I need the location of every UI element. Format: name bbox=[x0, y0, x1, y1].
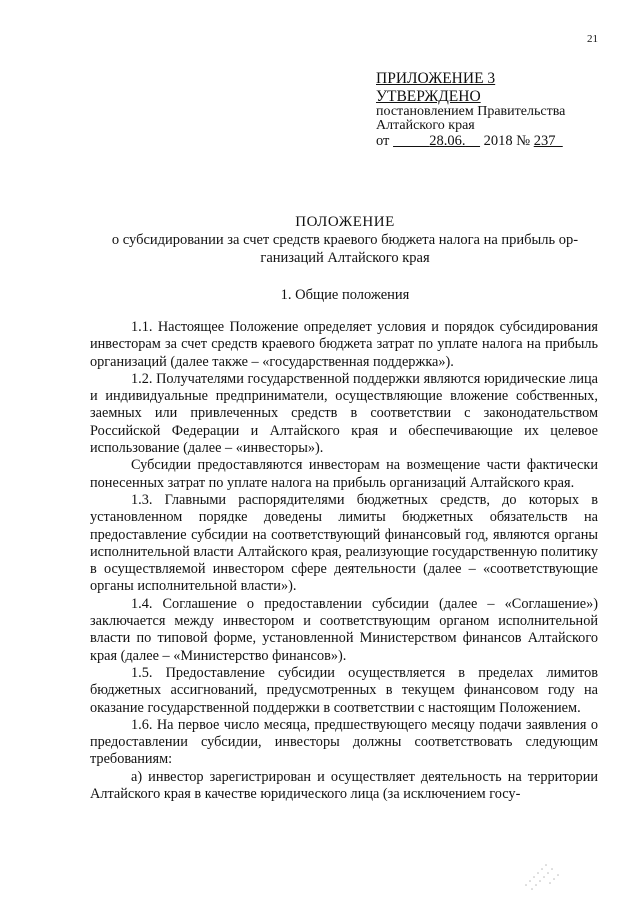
faint-stamp-mark bbox=[520, 855, 570, 895]
approval-date-line bbox=[376, 133, 626, 149]
date-prefix: от bbox=[376, 133, 390, 149]
approval-block bbox=[376, 70, 626, 149]
paragraph-1-5: 1.5. Предоставление субсидии осуществляется в пределах лимитов бюджетных ассигнований, предусмотренных в текущем финансовом году на оказание государственной поддержки в соответствии с настоящим Положением. bbox=[90, 664, 598, 716]
paragraph-1-1: 1.1. Настоящее Положение определяет условия и порядок субсидирования инвесторам за счет средств краевого бюджета затрат по уплате налога на прибыль организаций (далее также – «государственная поддержка»). bbox=[90, 319, 598, 370]
page-number: 21 bbox=[587, 33, 598, 45]
appendix-label: ПРИЛОЖЕНИЕ 3 bbox=[376, 70, 496, 87]
document-title: ПОЛОЖЕНИЕ bbox=[295, 214, 395, 230]
section-heading: 1. Общие положения bbox=[280, 287, 410, 303]
approved-label: УТВЕРЖДЕНО bbox=[376, 88, 481, 105]
paragraph-1-6: 1.6. На первое число месяца, предшествующего месяцу подачи заявления о предоставлении субсидии, инвесторы должны соответствовать следующим требованиям: bbox=[90, 716, 598, 768]
document-title-block bbox=[90, 213, 600, 267]
document-subtitle-line1: о субсидировании за счет средств краевого бюджета налога на прибыль ор- bbox=[111, 232, 579, 248]
paragraph-subsidies: Субсидии предоставляются инвесторам на возмещение части фактически понесенных затрат по уплате налога на прибыль организаций Алтайского края. bbox=[90, 457, 598, 491]
date-year: 2018 bbox=[483, 133, 513, 149]
paragraph-1-4: 1.4. Соглашение о предоставлении субсидии (далее – «Соглашение») заключается между инвестором и соответствующим органом исполнительной власти по типовой форме, установленной Министерством финансов Алтайского края (далее – «Министерство финансов»). bbox=[90, 595, 598, 664]
number-sign: № bbox=[516, 133, 531, 149]
paragraph-1-3: 1.3. Главными распорядителями бюджетных средств, до которых в установленном порядке доведены лимиты бюджетных обязательств на предоставление субсидии на соответствующий финансовый год, являются органы исполнительной власти Алтайского края, реализующие государственную политику в осуществляемой инвестором сфере деятельности (далее – «соответствующие органы исполнительной власти»). bbox=[90, 491, 598, 595]
paragraph-1-6-a: а) инвестор зарегистрирован и осуществляет деятельность на территории Алтайского края в качестве юридического лица (за исключением госу- bbox=[90, 768, 598, 803]
date-value-underline bbox=[393, 133, 480, 149]
approved-by-line2: Алтайского края bbox=[376, 118, 475, 133]
approved-by-line1: постановлением Правительства bbox=[376, 104, 566, 119]
document-subtitle-line2: ганизаций Алтайского края bbox=[260, 250, 430, 266]
decree-number: 237 bbox=[533, 133, 556, 149]
paragraph-1-2: 1.2. Получателями государственной поддержки являются юридические лица и индивидуальные предприниматели, осуществляющие вложение собственных, заемных или привлеченных средств в соответствии с законодательством Российской Федерации и Алтайского края и обеспечивающие их целевое использование (далее – «инвесторы»). bbox=[90, 370, 598, 457]
date-value: 28.06. bbox=[429, 133, 466, 149]
section-body bbox=[90, 319, 598, 803]
